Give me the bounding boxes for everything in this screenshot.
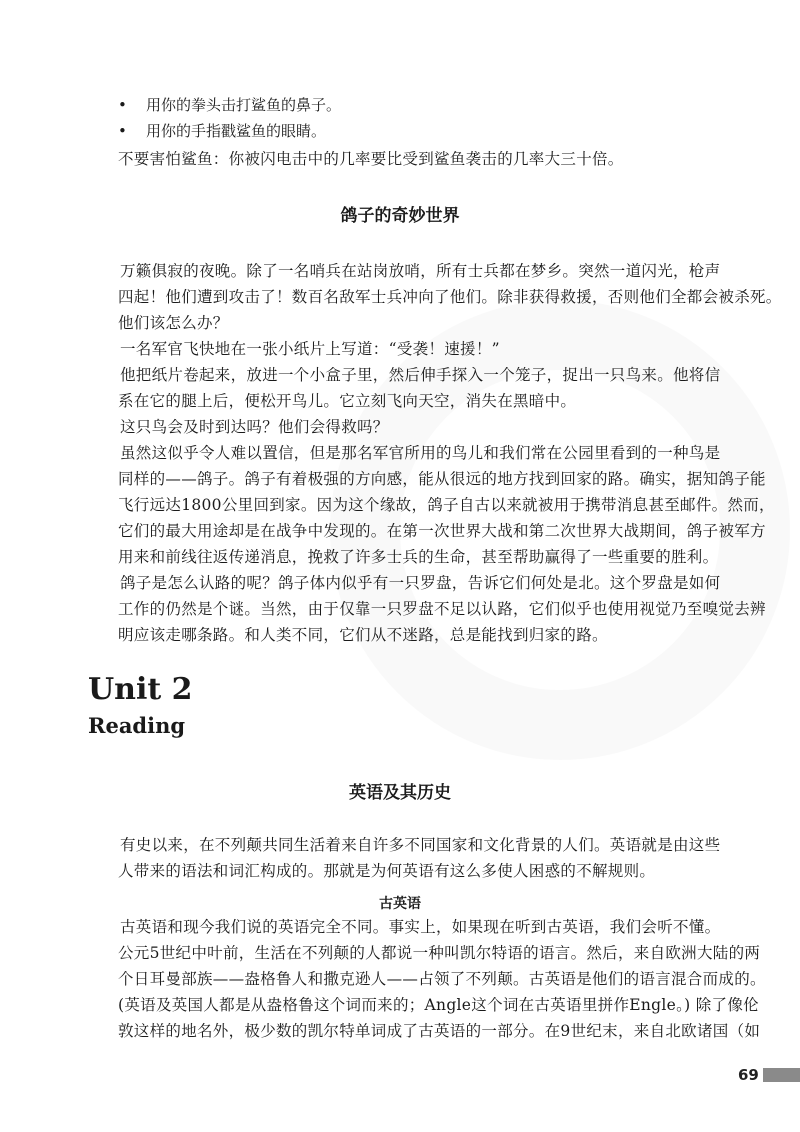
text-line: 他把纸片卷起来，放进一个小盒子里，然后伸手探入一个笼子，捉出一只鸟来。他将信 bbox=[120, 366, 721, 384]
unit-title: Unit 2 bbox=[88, 672, 193, 707]
list-item bbox=[118, 92, 718, 118]
unit-subtitle: Reading bbox=[88, 713, 186, 738]
section-title-english-history: 英语及其历史 bbox=[349, 783, 451, 803]
text-line: 明应该走哪条路。和人类不同，它们从不迷路，总是能找到归家的路。 bbox=[118, 626, 608, 644]
text-line: 工作的仍然是个谜。当然，由于仅靠一只罗盘不足以认路，它们似乎也使用视觉乃至嗅觉去辨 bbox=[118, 600, 766, 618]
text-line: 他们该怎么办？ bbox=[118, 314, 229, 332]
paragraph bbox=[118, 440, 775, 570]
list-item-text: 用你的拳头击打鲨鱼的鼻子。 bbox=[146, 96, 342, 114]
text-line: 人带来的语法和词汇构成的。那就是为何英语有这么多使人困惑的不解规则。 bbox=[118, 862, 656, 880]
text-line: 不要害怕鲨鱼：你被闪电击中的几率要比受到鲨鱼袭击的几率大三十倍。 bbox=[118, 150, 624, 168]
paragraph bbox=[118, 258, 782, 336]
list-item-text: 用你的手指戳鲨鱼的眼睛。 bbox=[146, 122, 327, 140]
bullet-icon: • bbox=[118, 122, 127, 140]
text-line: 古英语和现今我们说的英语完全不同。事实上，如果现在听到古英语，我们会听不懂。 bbox=[120, 918, 721, 936]
text-line: 敦这样的地名外，极少数的凯尔特单词成了古英语的一部分。在9世纪末，来自北欧诸国（如 bbox=[118, 1022, 761, 1040]
text-line: 虽然这似乎令人难以置信，但是那名军官所用的鸟儿和我们常在公园里看到的一种鸟是 bbox=[120, 444, 721, 462]
text-line: 公元5世纪中叶前，生活在不列颠的人都说一种叫凯尔特语的语言。然后，来自欧洲大陆的两 bbox=[118, 944, 761, 962]
page-number: 69 bbox=[738, 1066, 759, 1084]
paragraph bbox=[118, 832, 721, 884]
text-line: (英语及英国人都是从盎格鲁这个词而来的；Angle这个词在古英语里拼作Engle。) 除了像伦 bbox=[118, 996, 759, 1014]
paragraph bbox=[118, 362, 721, 414]
subheading-old-english: 古英语 bbox=[379, 896, 421, 912]
text-line: 鸽子是怎么认路的呢？鸽子体内似乎有一只罗盘，告诉它们何处是北。这个罗盘是如何 bbox=[120, 574, 721, 592]
paragraph bbox=[118, 336, 718, 362]
section-title-pigeons: 鸽子的奇妙世界 bbox=[340, 206, 460, 226]
text-line: 同样的——鸽子。鸽子有着极强的方向感，能从很远的地方找到回家的路。确实，据知鸽子能 bbox=[118, 470, 766, 488]
text-line: 有史以来，在不列颠共同生活着来自许多不同国家和文化背景的人们。英语就是由这些 bbox=[120, 836, 721, 854]
text-line: 系在它的腿上后，便松开鸟儿。它立刻飞向天空，消失在黑暗中。 bbox=[118, 392, 577, 410]
text-line: 一名军官飞快地在一张小纸片上写道：“受袭！速援！” bbox=[120, 340, 500, 358]
paragraph bbox=[118, 914, 766, 1044]
page-number-bar bbox=[763, 1068, 800, 1082]
text-line: 四起！他们遭到攻击了！数百名敌军士兵冲向了他们。除非获得救援，否则他们全都会被杀死。 bbox=[118, 288, 782, 306]
text-line: 它们的最大用途却是在战争中发现的。在第一次世界大战和第二次世界大战期间，鸽子被军方 bbox=[118, 522, 766, 540]
list-item bbox=[118, 118, 718, 144]
text-line: 万籁俱寂的夜晚。除了一名哨兵在站岗放哨，所有士兵都在梦乡。突然一道闪光，枪声 bbox=[120, 262, 721, 280]
text-line: 用来和前线往返传递消息，挽救了许多士兵的生命，甚至帮助赢得了一些重要的胜利。 bbox=[118, 548, 719, 566]
shark-note bbox=[118, 146, 718, 172]
paragraph bbox=[118, 414, 718, 440]
bullet-icon: • bbox=[118, 96, 127, 114]
text-line: 个日耳曼部族——盎格鲁人和撒克逊人——占领了不列颠。古英语是他们的语言混合而成的。 bbox=[118, 970, 766, 988]
shark-tips-list bbox=[118, 92, 718, 144]
paragraph bbox=[118, 570, 766, 648]
text-line: 这只鸟会及时到达吗？他们会得救吗？ bbox=[120, 418, 389, 436]
text-line: 飞行远达1800公里回到家。因为这个缘故，鸽子自古以来就被用于携带消息甚至邮件。然而， bbox=[118, 496, 775, 514]
